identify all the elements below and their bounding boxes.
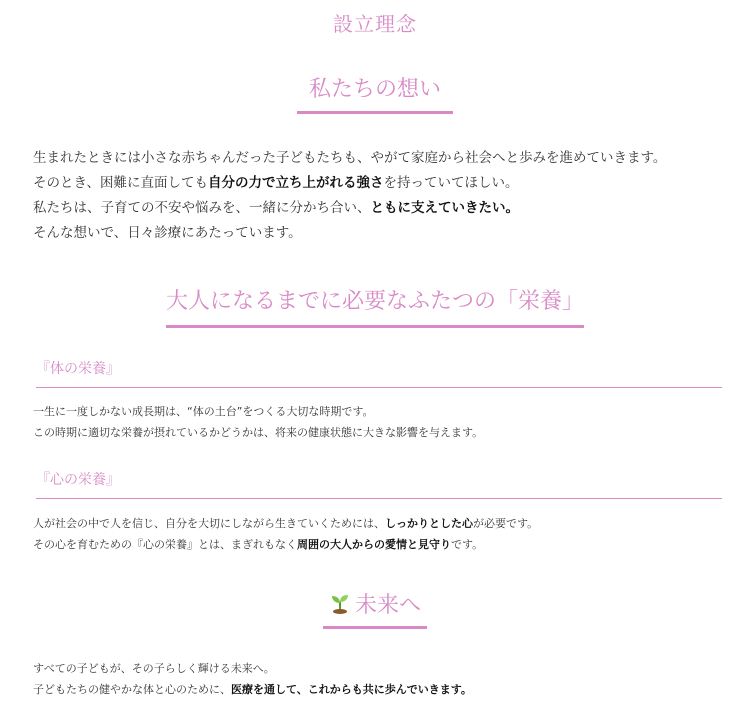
thoughts-line bbox=[33, 221, 733, 246]
body-nutrition-text bbox=[33, 401, 733, 443]
mind-nutrition-text bbox=[33, 513, 733, 555]
sprout-icon bbox=[329, 592, 351, 620]
line-emphasis: 自分の力で立ち上がれる強さ bbox=[207, 175, 384, 191]
line-text: この時期に適切な栄養が摂れているかどうかは、将来の健康状態に大きな影響を与えます。 bbox=[33, 426, 484, 439]
body-line bbox=[33, 422, 733, 443]
thoughts-line bbox=[33, 196, 733, 221]
line-emphasis: しっかりとした心 bbox=[385, 517, 473, 530]
line-text: を持っていてほしい。 bbox=[383, 175, 519, 191]
line-text: 子どもたちの健やかな体と心のために、 bbox=[33, 683, 231, 696]
thoughts-heading-wrap bbox=[0, 72, 750, 114]
line-text: そのとき、困難に直面しても bbox=[33, 175, 208, 191]
line-text: すべての子どもが、その子らしく輝ける未来へ。 bbox=[33, 662, 275, 675]
line-text: 人が社会の中で人を信じ、自分を大切にしながら生きていくためには、 bbox=[33, 517, 385, 530]
future-heading bbox=[323, 588, 427, 629]
mind-nutrition-subheading: 『心の栄養』 bbox=[36, 469, 722, 499]
future-heading-text: 未来へ bbox=[354, 593, 421, 618]
line-text: が必要です。 bbox=[473, 517, 539, 530]
future-text bbox=[33, 658, 733, 700]
line-emphasis: 周囲の大人からの愛情と見守り bbox=[297, 538, 451, 551]
nutrition-heading-wrap bbox=[0, 284, 750, 328]
line-text: そんな想いで、日々診療にあたっています。 bbox=[33, 225, 302, 241]
body-nutrition-subheading: 『体の栄養』 bbox=[36, 358, 722, 388]
page-title: 設立理念 bbox=[333, 12, 417, 36]
thoughts-line bbox=[33, 171, 733, 196]
mind-line bbox=[33, 534, 733, 555]
thoughts-heading: 私たちの想い bbox=[297, 72, 453, 114]
line-text: です。 bbox=[451, 538, 484, 551]
line-text: 一生に一度しかない成長期は、“体の土台”をつくる大切な時期です。 bbox=[33, 405, 374, 418]
thoughts-line bbox=[33, 146, 733, 171]
line-emphasis: 医療を通して、これからも共に歩んでいきます。 bbox=[231, 683, 472, 696]
future-line bbox=[33, 658, 733, 679]
nutrition-heading: 大人になるまでに必要なふたつの「栄養」 bbox=[166, 284, 584, 328]
mind-line bbox=[33, 513, 733, 534]
future-heading-wrap bbox=[0, 588, 750, 629]
future-line bbox=[33, 679, 733, 700]
line-text: その心を育むための『心の栄養』とは、まぎれもなく bbox=[33, 538, 297, 551]
line-emphasis: ともに支えていきたい。 bbox=[370, 200, 519, 216]
line-text: 私たちは、子育ての不安や悩みを、一緒に分かち合い、 bbox=[33, 200, 371, 216]
line-text: 生まれたときには小さな赤ちゃんだった子どもたちも、やがて家庭から社会へと歩みを進めていきます。 bbox=[33, 150, 667, 166]
body-line bbox=[33, 401, 733, 422]
thoughts-text bbox=[33, 146, 733, 246]
